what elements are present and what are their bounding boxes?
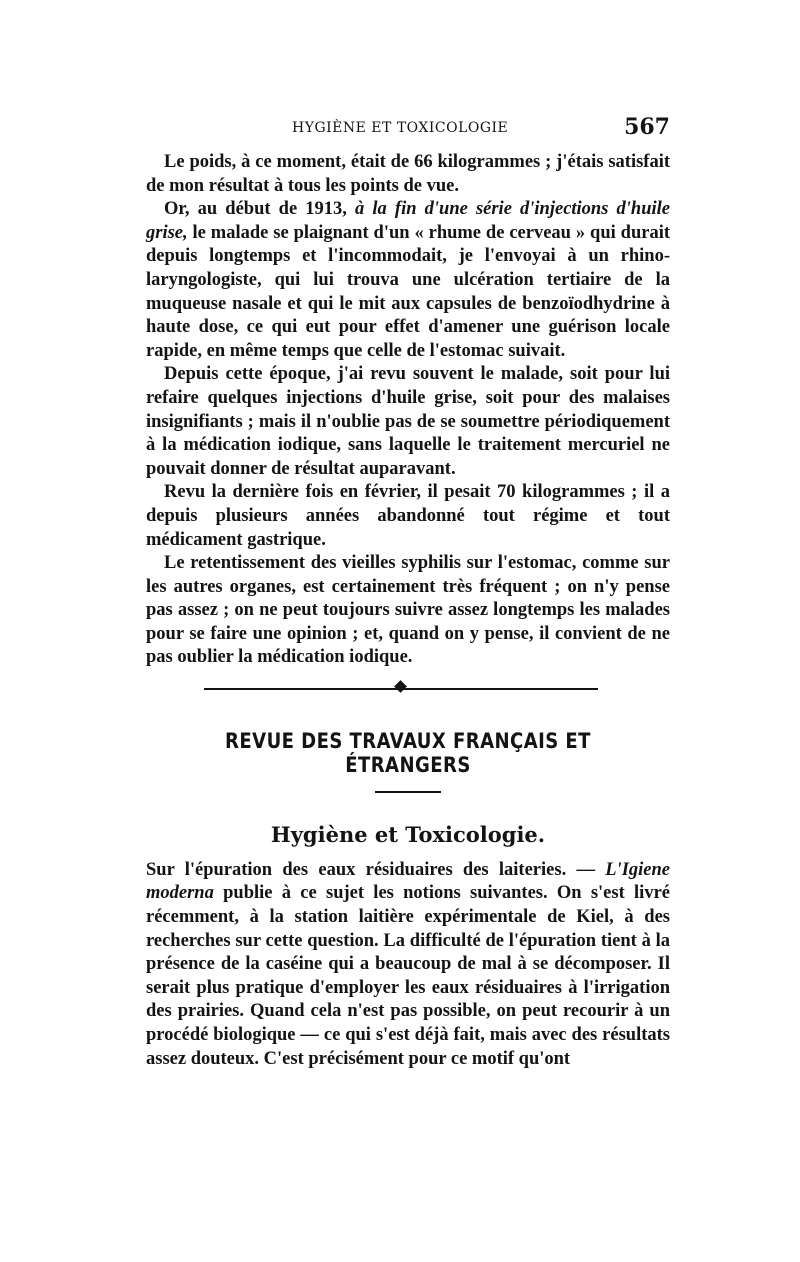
paragraph: Le poids, à ce moment, était de 66 kilogrammes ; j'étais satisfait de mon résultat à tous les points de vue. xyxy=(146,152,670,196)
article-text: publie à ce sujet les notions suivantes. On s'est livré récemment, à la station laitière expérimentale de Kiel, à des recherches sur cette question. La difficulté de l'épuration tient à la présence de la caséine qui a beaucoup de mal à se décomposer. Il serait plus pratique d'employer les eaux résiduaires à l'irrigation des prairies. Quand cela n'est pas possible, on peut recourir à un procédé biologique — ce qui s'est déjà fait, mais avec des résultats assez douteux. C'est précisément pour ce motif qu'ont xyxy=(146,883,670,1069)
paragraph-text: le malade se plaignant d'un « rhume de cerveau » qui durait depuis longtemps et l'incommodait, je l'envoyai à un rhino-laryngologiste, qui lui trouva une ulcération tertiaire de la muqueuse nasale et qui le mit aux capsules de benzoïodhydrine à haute dose, ce qui eut pour effet d'amener une guérison locale rapide, en même temps que celle de l'estomac suivait. xyxy=(146,222,670,361)
article-source: L'Igiene moderna xyxy=(146,859,670,904)
paragraph xyxy=(146,198,670,363)
paragraph: Depuis cette époque, j'ai revu souvent le malade, soit pour lui refaire quelques injections d'huile grise, soit pour des malaises insignifiants ; mais il n'oublie pas de se soumettre périodiquement à la médication iodique, sans laquelle le traitement mercuriel ne pouvait donner de résultat auparavant. xyxy=(146,364,670,479)
paragraph: Revu la dernière fois en février, il pesait 70 kilogrammes ; il a depuis plusieurs années abandonné tout régime et tout médicament gastrique. xyxy=(146,482,670,550)
diamond-ornament-icon xyxy=(394,680,407,693)
paragraph-italic-text: à la fin d'une série d'injections d'huile grise, xyxy=(146,199,670,243)
page-header xyxy=(146,116,670,146)
page-number: 567 xyxy=(624,114,670,140)
article-lead: Sur l'épuration des eaux résiduaires des laiteries. — xyxy=(146,859,606,880)
running-head: HYGIÈNE ET TOXICOLOGIE xyxy=(292,120,509,136)
section-title: REVUE DES TRAVAUX FRANÇAIS ET ÉTRANGERS xyxy=(225,729,591,777)
title-rule xyxy=(375,791,441,793)
section-divider xyxy=(146,676,670,702)
paragraph: Le retentissement des vieilles syphilis sur l'estomac, comme sur les autres organes, est certainement très fréquent ; on n'y pense pas assez ; on ne peut toujours suivre assez longtemps les malades pour se faire une opinion ; et, quand on y pense, il convient de ne pas oublier la médication iodique. xyxy=(146,553,670,668)
paragraph-text: Or, au début de 1913, xyxy=(164,199,356,220)
sub-heading: Hygiène et Toxicologie. xyxy=(270,822,546,848)
article-paragraph xyxy=(146,859,670,1071)
page-body xyxy=(146,151,670,1071)
